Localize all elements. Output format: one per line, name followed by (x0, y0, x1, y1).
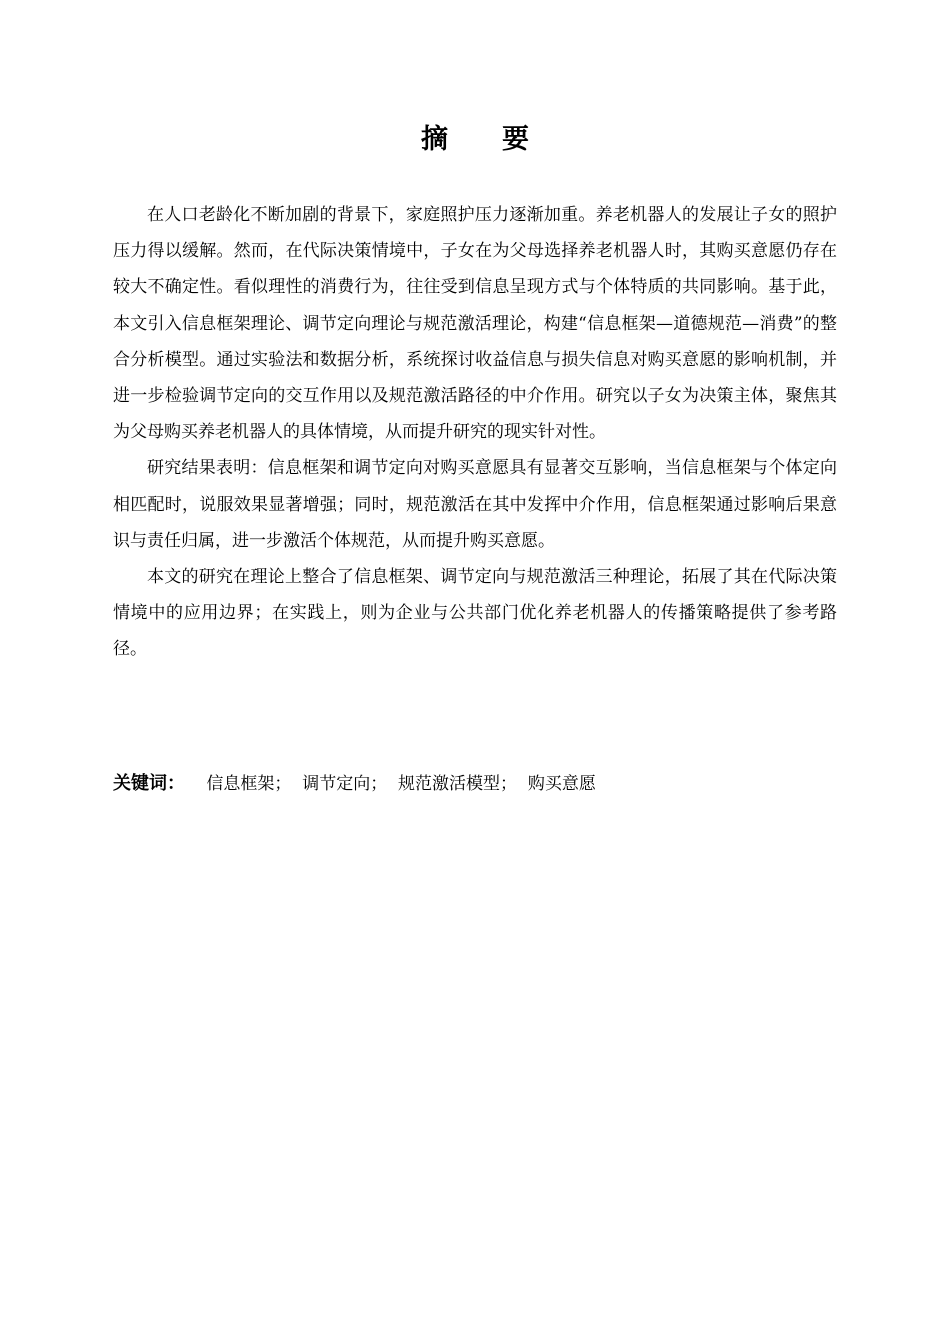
keyword-item: 购买意愿 (527, 774, 596, 794)
abstract-paragraph-2: 研究结果表明：信息框架和调节定向对购买意愿具有显著交互影响，当信息框架与个体定向相匹配时，说服效果显著增强；同时，规范激活在其中发挥中介作用，信息框架通过影响后果意识与责任归属，进一步激活个体规范，从而提升购买意愿。 (113, 458, 837, 551)
keyword-item: 规范激活模型； (398, 774, 518, 794)
abstract-body (113, 197, 837, 668)
keywords-label: 关键词： (113, 773, 185, 794)
abstract-paragraph-1: 在人口老龄化不断加剧的背景下，家庭照护压力逐渐加重。养老机器人的发展让子女的照护压力得以缓解。然而，在代际决策情境中，子女在为父母选择养老机器人时，其购买意愿仍存在较大不确定性。看似理性的消费行为，往往受到信息呈现方式与个体特质的共同影响。基于此，本文引入信息框架理论、调节定向理论与规范激活理论，构建“信息框架—道德规范—消费”的整合分析模型。通过实验法和数据分析，系统探讨收益信息与损失信息对购买意愿的影响机制，并进一步检验调节定向的交互作用以及规范激活路径的中介作用。研究以子女为决策主体，聚焦其为父母购买养老机器人的具体情境，从而提升研究的现实针对性。 (113, 205, 837, 443)
keyword-item: 信息框架； (206, 774, 292, 794)
abstract-title: 摘 要 (421, 124, 529, 155)
keyword-item: 调节定向； (302, 774, 388, 794)
keywords-line (113, 766, 837, 802)
abstract-paragraph-3: 本文的研究在理论上整合了信息框架、调节定向与规范激活三种理论，拓展了其在代际决策情境中的应用边界；在实践上，则为企业与公共部门优化养老机器人的传播策略提供了参考路径。 (113, 567, 837, 660)
